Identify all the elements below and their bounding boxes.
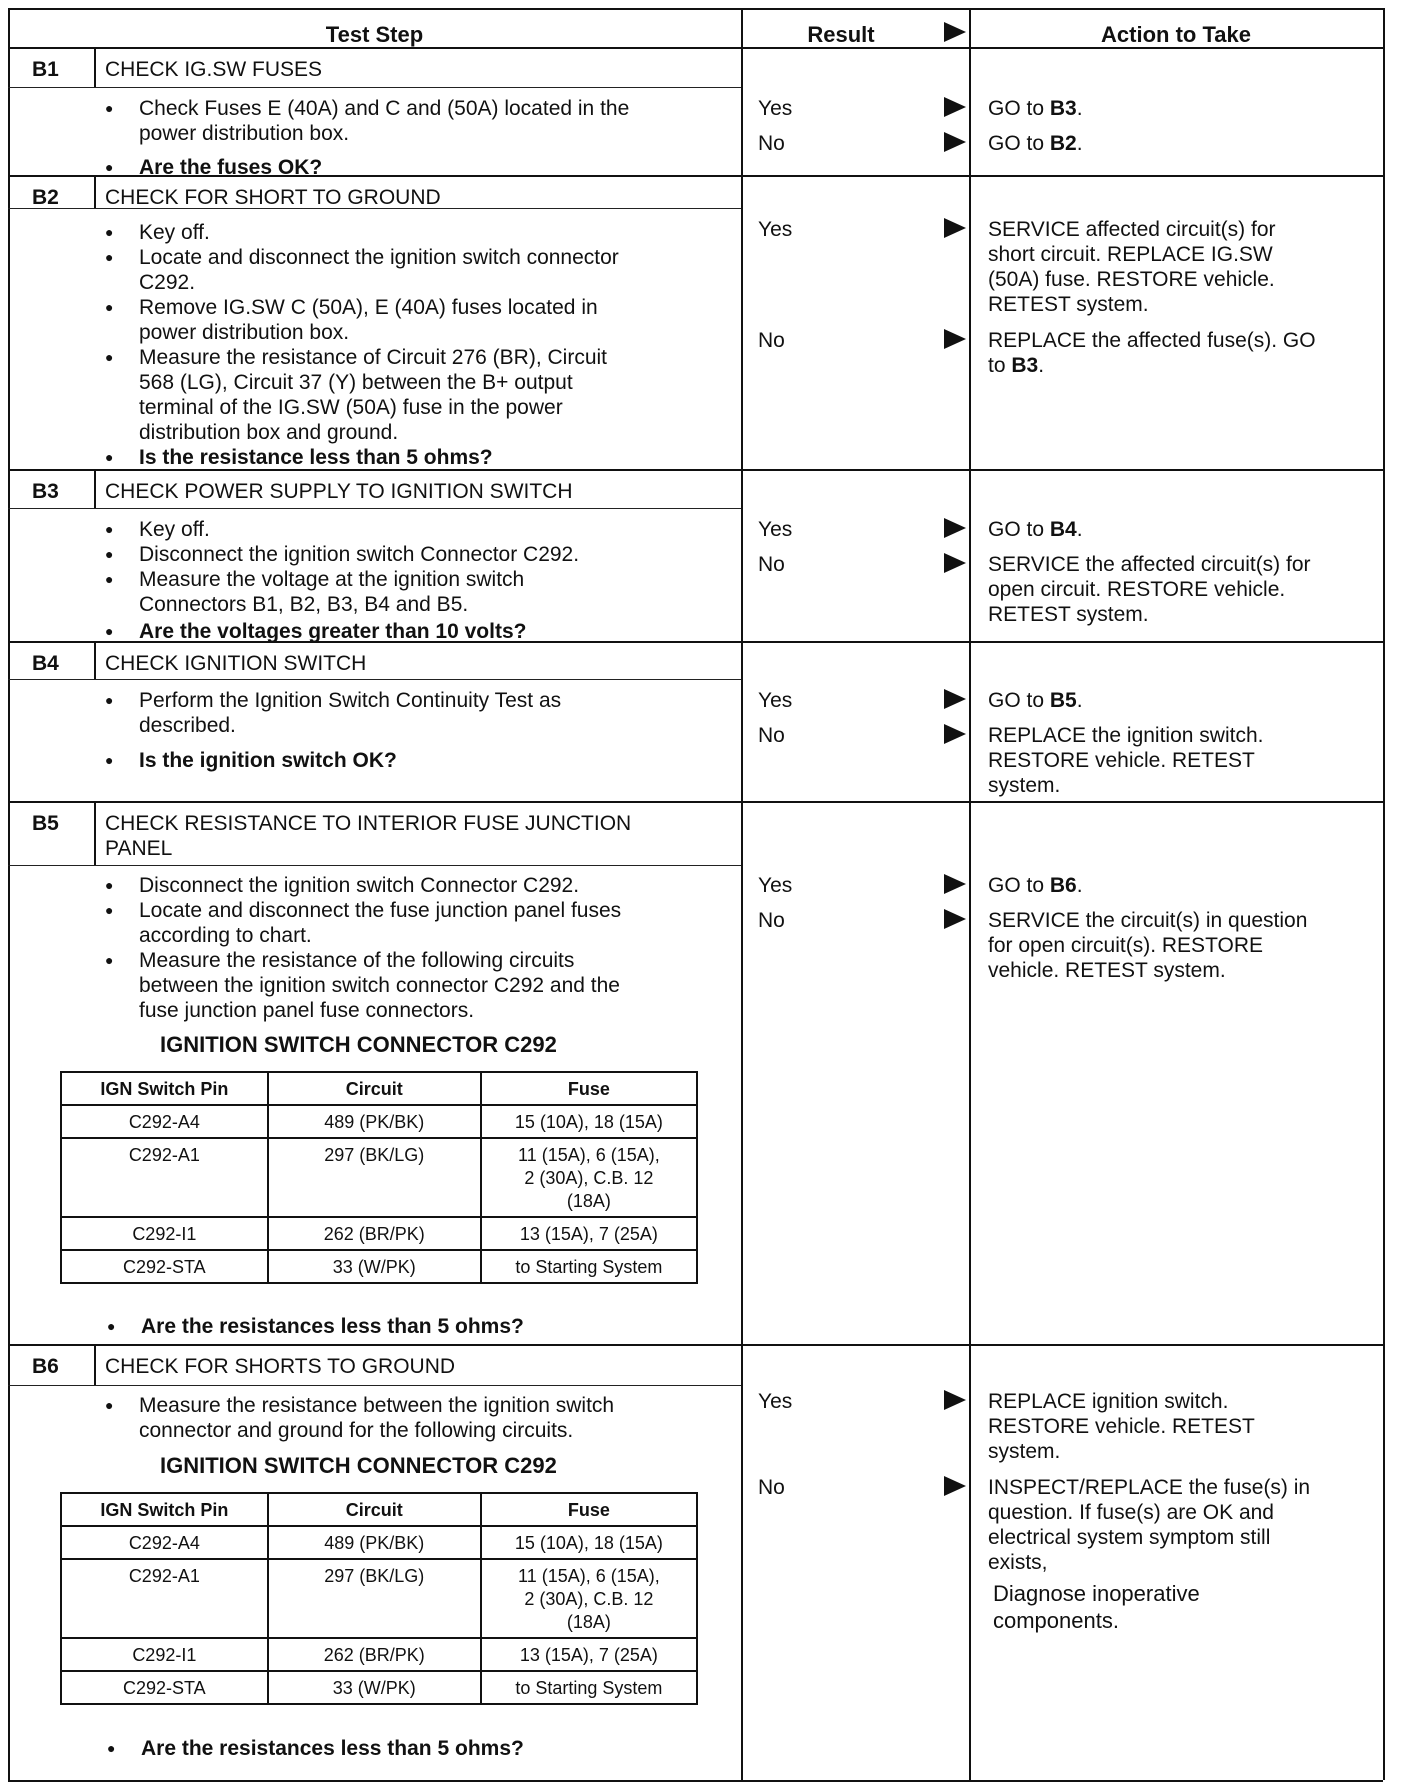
bullet-icon: ● [105, 1397, 114, 1413]
table-cell: 11 (15A), 6 (15A), 2 (30A), C.B. 12 (18A) [481, 1559, 697, 1638]
bullet-icon: ● [107, 1318, 116, 1334]
action-step-ref: B5 [1049, 689, 1077, 712]
table-cell: 13 (15A), 7 (25A) [481, 1638, 697, 1671]
step-id-divider-B4 [94, 641, 96, 679]
bullet-text: Perform the Ignition Switch Continuity Test as described. [139, 689, 562, 737]
result-label: Yes [758, 218, 793, 241]
bullet-icon: ● [105, 349, 114, 365]
table-cell: 489 (PK/BK) [268, 1526, 481, 1559]
table-cell: 297 (BK/LG) [268, 1559, 481, 1638]
action-text [988, 552, 1311, 627]
table-cell: C292-I1 [61, 1217, 268, 1250]
action-post: . [1076, 689, 1083, 712]
step-divider-B3 [8, 469, 1383, 471]
column-header: Fuse [481, 1072, 697, 1105]
step-divider-B6 [8, 1344, 1383, 1346]
arrow-icon [944, 329, 966, 349]
frame-right [1383, 8, 1385, 1780]
bullet-icon: ● [105, 752, 114, 768]
action-step-ref: B4 [1049, 518, 1077, 541]
result-label: Yes [758, 1390, 793, 1413]
action-text [988, 96, 1083, 121]
bullet-icon: ● [107, 1740, 116, 1756]
frame-left [8, 8, 10, 1780]
bullet-text: Remove IG.SW C (50A), E (40A) fuses located in power distribution box. [139, 296, 598, 344]
bullet-text: Key off. [139, 518, 210, 541]
table-row [61, 1217, 697, 1250]
action-pre: REPLACE the affected fuse(s). GO to [988, 329, 1316, 377]
bullet-icon: ● [105, 249, 114, 265]
action-step-ref: B2 [1049, 132, 1077, 155]
bullet-icon: ● [105, 692, 114, 708]
table-cell: C292-STA [61, 1671, 268, 1704]
bullet-text: Measure the voltage at the ignition switch Connectors B1, B2, B3, B4 and B5. [139, 568, 525, 616]
header-test-step: Test Step [325, 22, 424, 47]
arrow-icon [944, 132, 966, 152]
table-row [61, 1559, 697, 1638]
bullet-icon: ● [105, 521, 114, 537]
table-cell: to Starting System [481, 1250, 697, 1283]
title-divider-B3 [8, 508, 741, 509]
connector-table [60, 1071, 698, 1284]
action-post: . [1076, 874, 1083, 897]
table-cell: 11 (15A), 6 (15A), 2 (30A), C.B. 12 (18A) [481, 1138, 697, 1217]
bullet-icon: ● [105, 546, 114, 562]
table-cell: C292-I1 [61, 1638, 268, 1671]
bullet-text: Are the resistances less than 5 ohms? [141, 1315, 524, 1338]
table-cell: to Starting System [481, 1671, 697, 1704]
arrow-icon [944, 218, 966, 238]
table-row [61, 1105, 697, 1138]
action-pre: GO to [988, 97, 1050, 120]
step-id: B5 [32, 812, 59, 835]
result-label: No [758, 553, 785, 576]
table-cell: 489 (PK/BK) [268, 1105, 481, 1138]
connector-table [60, 1492, 698, 1705]
result-label: Yes [758, 518, 793, 541]
action-post: . [1076, 132, 1083, 155]
title-divider-B6 [8, 1385, 741, 1386]
result-label: Yes [758, 689, 793, 712]
column-header: Circuit [268, 1072, 481, 1105]
action-text [988, 517, 1083, 542]
step-id-divider-B2 [94, 175, 96, 208]
step-title: CHECK FOR SHORT TO GROUND [105, 186, 441, 209]
action-step-ref: B6 [1049, 874, 1077, 897]
action-text [988, 873, 1083, 898]
action-text [988, 908, 1307, 983]
step-title: CHECK RESISTANCE TO INTERIOR FUSE JUNCTION PANEL [105, 812, 632, 860]
column-header: Circuit [268, 1493, 481, 1526]
step-title: CHECK IG.SW FUSES [105, 58, 323, 81]
step-id: B6 [32, 1355, 59, 1378]
table-cell: 262 (BR/PK) [268, 1638, 481, 1671]
arrow-icon [944, 97, 966, 117]
table-cell: 297 (BK/LG) [268, 1138, 481, 1217]
table-cell: 15 (10A), 18 (15A) [481, 1105, 697, 1138]
extra-action-text: Diagnose inoperative components. [993, 1581, 1200, 1633]
action-post: . [1076, 97, 1083, 120]
action-pre: GO to [988, 689, 1050, 712]
result-label: No [758, 329, 785, 352]
step-divider-B5 [8, 801, 1383, 803]
arrow-icon [944, 1390, 966, 1410]
bullet-text: Is the resistance less than 5 ohms? [139, 446, 493, 469]
step-title: CHECK FOR SHORTS TO GROUND [105, 1355, 456, 1378]
table-cell: C292-A1 [61, 1559, 268, 1638]
action-step-ref: B3 [1049, 97, 1077, 120]
title-divider-B5 [8, 865, 741, 866]
arrow-icon [944, 724, 966, 744]
table-row [61, 1250, 697, 1283]
action-pre: GO to [988, 874, 1050, 897]
title-divider-B1 [8, 87, 741, 88]
bullet-icon: ● [105, 952, 114, 968]
arrow-icon [944, 553, 966, 573]
column-header: IGN Switch Pin [61, 1493, 268, 1526]
bullet-text: Measure the resistance of the following circuits between the ignition switch connector C292 and the fuse junction panel fuse connectors. [139, 949, 620, 1022]
step-id-divider-B1 [94, 47, 96, 87]
table-cell: C292-A1 [61, 1138, 268, 1217]
bullet-text: Are the resistances less than 5 ohms? [141, 1737, 524, 1760]
frame-bottom [8, 1780, 1383, 1782]
table-cell: C292-A4 [61, 1105, 268, 1138]
result-label: No [758, 724, 785, 747]
action-text [988, 1475, 1310, 1575]
action-pre: SERVICE affected circuit(s) for short circuit. REPLACE IG.SW (50A) fuse. RESTORE vehicle. RETEST system. [988, 218, 1276, 316]
action-pre: REPLACE ignition switch. RESTORE vehicle. RETEST system. [988, 1390, 1255, 1463]
table-cell: 13 (15A), 7 (25A) [481, 1217, 697, 1250]
step-id: B2 [32, 186, 59, 209]
table-cell: C292-STA [61, 1250, 268, 1283]
action-post: . [1038, 354, 1045, 377]
bullet-text: Key off. [139, 221, 210, 244]
frame-top [8, 8, 1383, 10]
action-column-divider [969, 8, 971, 1780]
step-id-divider-B6 [94, 1344, 96, 1385]
connector-table-title: IGNITION SWITCH CONNECTOR C292 [160, 1453, 557, 1478]
bullet-text: Measure the resistance between the ignition switch connector and ground for the following circuits. [139, 1394, 615, 1442]
bullet-icon: ● [105, 623, 114, 639]
bullet-text: Measure the resistance of Circuit 276 (BR), Circuit 568 (LG), Circuit 37 (Y) between the B+ output terminal of the IG.SW (50A) fuse in the power distribution box and ground. [139, 346, 607, 444]
action-pre: REPLACE the ignition switch. RESTORE vehicle. RETEST system. [988, 724, 1264, 797]
step-id: B3 [32, 480, 59, 503]
bullet-icon: ● [105, 877, 114, 893]
table-cell: 33 (W/PK) [268, 1671, 481, 1704]
header-arrow-icon [944, 22, 966, 42]
bullet-text: Disconnect the ignition switch Connector C292. [139, 543, 580, 566]
table-cell: 15 (10A), 18 (15A) [481, 1526, 697, 1559]
bullet-text: Disconnect the ignition switch Connector C292. [139, 874, 580, 897]
arrow-icon [944, 689, 966, 709]
step-id: B1 [32, 58, 59, 81]
action-text [988, 328, 1316, 378]
bullet-icon: ● [105, 100, 114, 116]
action-text [988, 1389, 1255, 1464]
column-header: IGN Switch Pin [61, 1072, 268, 1105]
arrow-icon [944, 1476, 966, 1496]
result-label: No [758, 909, 785, 932]
title-divider-B4 [8, 679, 741, 680]
step-title: CHECK IGNITION SWITCH [105, 652, 367, 675]
result-column-divider [741, 8, 743, 1780]
arrow-icon [944, 518, 966, 538]
table-row [61, 1138, 697, 1217]
step-title: CHECK POWER SUPPLY TO IGNITION SWITCH [105, 480, 573, 503]
result-label: Yes [758, 874, 793, 897]
bullet-icon: ● [105, 571, 114, 587]
action-pre: GO to [988, 518, 1050, 541]
connector-table-title: IGNITION SWITCH CONNECTOR C292 [160, 1032, 557, 1057]
action-pre: SERVICE the circuit(s) in question for open circuit(s). RESTORE vehicle. RETEST system. [988, 909, 1308, 982]
result-label: No [758, 132, 785, 155]
bullet-text: Is the ignition switch OK? [139, 749, 397, 772]
table-cell: 33 (W/PK) [268, 1250, 481, 1283]
action-text [988, 131, 1083, 156]
bullet-text: Locate and disconnect the fuse junction panel fuses according to chart. [139, 899, 622, 947]
action-pre: INSPECT/REPLACE the fuse(s) in question. If fuse(s) are OK and electrical system symptom still exists, [988, 1476, 1311, 1574]
action-text [988, 688, 1083, 713]
table-cell: C292-A4 [61, 1526, 268, 1559]
header-result: Result [807, 22, 875, 47]
bullet-icon: ● [105, 159, 114, 175]
table-cell: 262 (BR/PK) [268, 1217, 481, 1250]
column-header: Fuse [481, 1493, 697, 1526]
step-id: B4 [32, 652, 59, 675]
bullet-text: Are the fuses OK? [139, 156, 323, 179]
step-id-divider-B5 [94, 801, 96, 865]
table-row [61, 1526, 697, 1559]
header-action: Action to Take [1101, 22, 1251, 47]
bullet-text: Check Fuses E (40A) and C and (50A) located in the power distribution box. [139, 97, 630, 145]
action-text [988, 217, 1276, 317]
arrow-icon [944, 874, 966, 894]
header-divider [8, 47, 1383, 49]
bullet-icon: ● [105, 299, 114, 315]
bullet-icon: ● [105, 902, 114, 918]
action-post: . [1076, 518, 1083, 541]
bullet-text: Locate and disconnect the ignition switch connector C292. [139, 246, 619, 294]
action-step-ref: B3 [1011, 354, 1039, 377]
step-divider-B2 [8, 175, 1383, 177]
arrow-icon [944, 909, 966, 929]
bullet-icon: ● [105, 224, 114, 240]
step-divider-B4 [8, 641, 1383, 643]
bullet-icon: ● [105, 449, 114, 465]
action-text [988, 723, 1263, 798]
step-id-divider-B3 [94, 469, 96, 508]
result-label: Yes [758, 97, 793, 120]
table-row [61, 1638, 697, 1671]
bullet-text: Are the voltages greater than 10 volts? [139, 620, 527, 643]
result-label: No [758, 1476, 785, 1499]
action-pre: GO to [988, 132, 1050, 155]
table-row [61, 1671, 697, 1704]
action-pre: SERVICE the affected circuit(s) for open circuit. RESTORE vehicle. RETEST system. [988, 553, 1311, 626]
